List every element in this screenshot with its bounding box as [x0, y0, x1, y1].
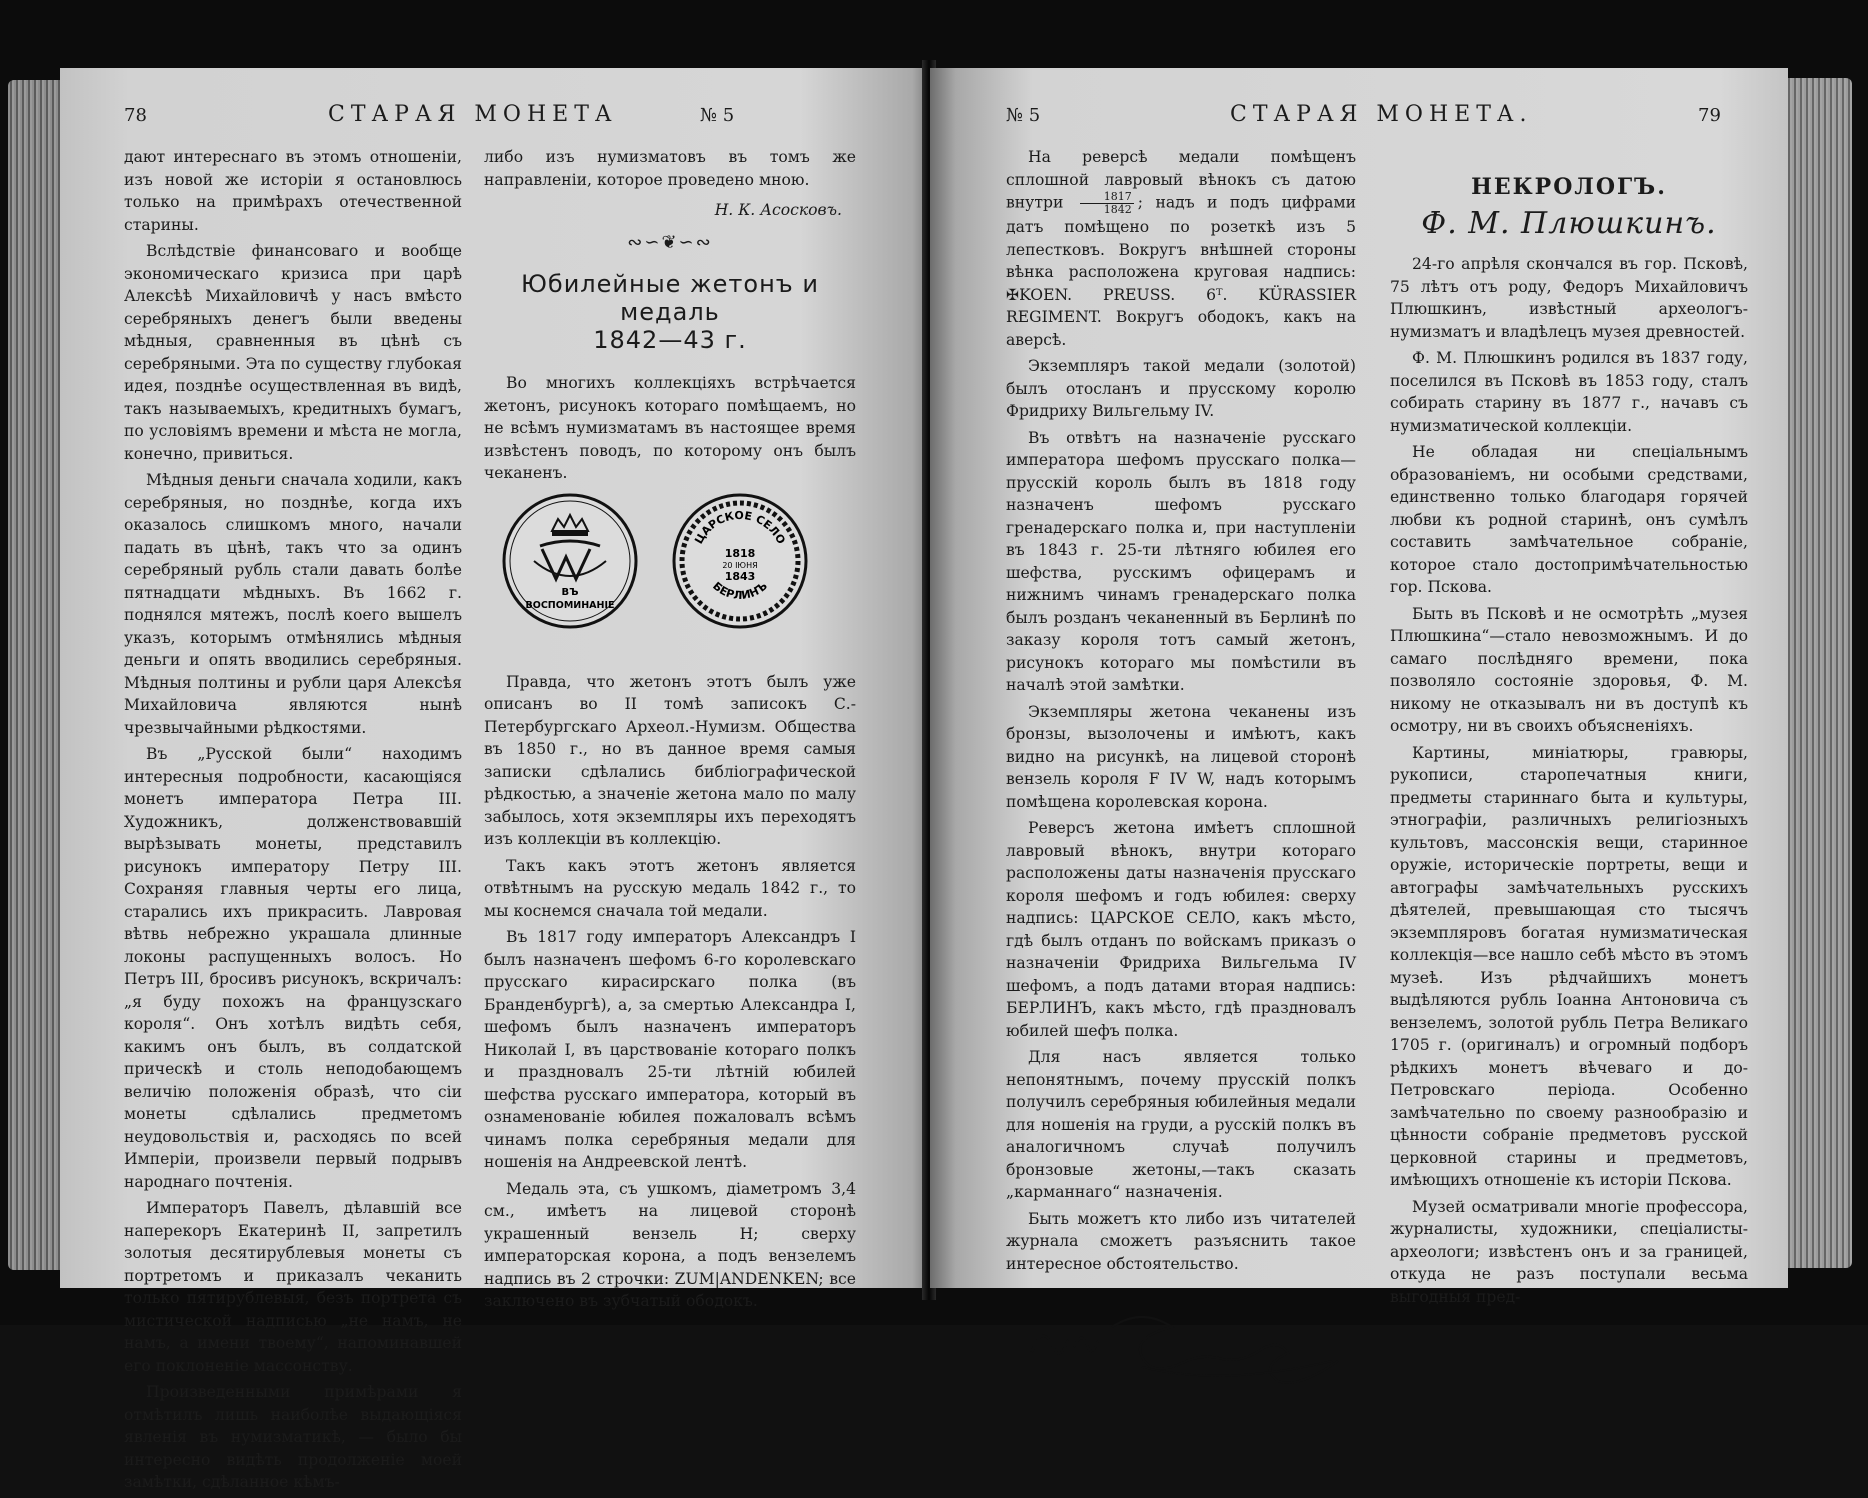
paragraph: Мѣдныя деньги сначала ходили, какъ серебряныя, но позднѣе, когда ихъ оказалось слишкомъ много, начали падать въ цѣнѣ, такъ что за одинъ серебряный рубль стали давать болѣе пятнадцати мѣдныхъ. Въ 1662 г. поднялся мятежъ, послѣ коего вышелъ указъ, которымъ отмѣнялись мѣдныя деньги и опять вводились серебряныя. Мѣдныя полтины и рубли царя Алексѣя Михайловича являются нынѣ чрезвычайными рѣдкостями. — [124, 471, 462, 737]
paragraph: дают интереснаго въ этомъ отношеніи, изъ новой же исторіи я остановлюсь только на примѣрахъ отечественной старины. — [124, 148, 462, 234]
medal-reverse-date: 20 ІЮНЯ — [722, 560, 758, 570]
medal-reverse-arc-bottom: БЕРЛИНЪ — [710, 578, 770, 602]
left-page-number: 78 — [124, 105, 147, 126]
paragraph: Быть въ Псковѣ и не осмотрѣть „музея Плюшкина“—стало невозможнымъ. И до самаго послѣдняго времени, пока позволяло состояніе здоровья, Ф. М. никому не отказывалъ ни въ доступѣ къ осмотру, ни въ своихъ объясненіяхъ. — [1390, 604, 1748, 735]
right-journal-title: СТАРАЯ МОНЕТА. — [1230, 102, 1533, 127]
paragraph: 24-го апрѣля скончался въ гор. Псковѣ, 75 лѣтъ отъ роду, Федоръ Михайловичъ Плюшкинъ, извѣстный археологъ-нумизматъ и владѣлецъ музея древностей. — [1390, 255, 1748, 341]
medal-illustration — [484, 491, 856, 659]
right-column-2 — [1390, 146, 1748, 1312]
paragraph: Медаль эта, съ ушкомъ, діаметромъ 3,4 см., имѣетъ на лицевой сторонѣ украшенный вензель Н; сверху императорская корона, а подъ вензелемъ надпись въ 2 строчки: ZUM|ANDENKEN; все заключено въ зубчатый ободокъ. — [484, 1179, 856, 1310]
paragraph: Во многихъ коллекціяхъ встрѣчается жетонъ, рисунокъ котораго помѣщаемъ, но не всѣмъ нумизматамъ въ настоящее время извѣстенъ поводъ, по которому онъ былъ чеканенъ. — [484, 374, 856, 482]
date-fraction: $\frac{1817}{1842}$ — [1080, 191, 1134, 216]
left-column-1 — [124, 146, 462, 1498]
medal-reverse-arc-top: ЦАРСКОЕ СЕЛО — [692, 508, 788, 546]
right-issue-number: № 5 — [1006, 105, 1041, 126]
right-page — [930, 68, 1788, 1306]
paragraph: Правда, что жетонъ этотъ былъ уже описанъ во II томѣ записокъ С.-Петербургскаго Археол.-Нумизм. Общества въ 1850 г., но въ данное время самыя записки сдѣлались библіографической рѣдкостью, а значеніе жетона мало по малу забылось, хотя экземпляры ихъ переходятъ изъ коллекціи въ коллекцію. — [484, 672, 856, 848]
left-page — [60, 68, 930, 1491]
medal-reverse-year1: 1818 — [724, 546, 756, 560]
paragraph: Въ отвѣтъ на назначеніе русскаго императора шефомъ прусскаго полка—прусскій король былъ въ 1818 году назначенъ шефомъ русскаго гренадерскаго полка и, при наступленіи въ 1843 г. 25-ти лѣтняго юбилея его шефства, русскимъ офицерамъ и нижнимъ чинамъ гренадерскаго полка былъ розданъ чеканенный въ Берлинѣ по заказу короля тотъ самый жетонъ, рисунокъ котораго мы помѣстили въ началѣ этой замѣтки. — [1006, 428, 1356, 694]
paragraph: Музей осматривали многіе профессора, журналисты, художники, спеціалисты-археологи; извѣстенъ онъ и за границей, откуда не разъ поступали весьма выгодныя пред- — [1390, 1197, 1748, 1306]
paragraph: Въ 1817 году императоръ Александръ I былъ назначенъ шефомъ 6-го королевскаго прусскаго кирасирскаго полка (въ Бранденбургѣ), а, за смертью Александра I, шефомъ былъ назначенъ императоръ Николай I, въ царствованіе котораго полкъ и праздновалъ 25-ти лѣтній юбилей шефства русскаго императора, который въ ознаменованіе юбилея пожаловалъ всѣмъ чинамъ полка серебряныя медали для ношенія на Андреевской лентѣ. — [484, 928, 856, 1171]
left-column-2 — [484, 146, 856, 1317]
medal-reverse-year2: 1843 — [724, 569, 756, 583]
paragraph: Быть можетъ кто либо изъ читателей журнала сможетъ разъяснить такое интересное обстоятельство. — [1006, 1209, 1356, 1273]
right-page-number: 79 — [1698, 105, 1721, 126]
paragraph: Экземпляры жетона чеканены изъ бронзы, вызолочены и имѣютъ, какъ видно на рисункѣ, на лицевой сторонѣ вензель короля F IV W, надъ которымъ помѣщена королевская корона. — [1006, 702, 1356, 811]
paragraph: либо изъ нумизматовъ въ томъ же направленіи, которое проведено мною. — [484, 148, 856, 189]
paragraph: Такъ какъ этотъ жетонъ является отвѣтнымъ на русскую медаль 1842 г., то мы коснемся сначала той медали. — [484, 856, 856, 920]
paragraph: Произведенными примѣрами я отмѣтилъ лишь наиболѣе выдающіяся явленія въ нумизматикѣ, — было бы интересно видѣть продолженіе моей замѣтки, сдѣланное кѣмъ- — [124, 1383, 462, 1491]
paragraph: Ф. М. Плюшкинъ родился въ 1837 году, поселился въ Псковѣ въ 1853 году, сталъ собирать старину въ 1877 г., начавъ съ нумизматической коллекціи. — [1390, 349, 1748, 435]
paragraph: Вслѣдствіе финансоваго и вообще экономическаго кризиса при царѣ Алексѣѣ Михайловичѣ у насъ вмѣсто серебряныхъ денегъ были введены мѣдныя, сравненныя въ цѣнѣ съ серебряными. Эта по существу глубокая идея, позднѣе осуществленная въ видѣ, такъ называемыхъ, кредитныхъ бумагъ, по условіямъ времени и мѣста не могла, конечно, привиться. — [124, 242, 462, 463]
paragraph: Картины, миніатюры, гравюры, рукописи, старопечатныя книги, предметы стариннаго быта и культуры, этнографіи, различныхъ религіозныхъ культовъ, массонскія вещи, старинное оружіе, историческіе портреты, вещи и автографы замѣчательныхъ русскихъ дѣятелей, превышающая сто тысячъ экземпляровъ богатая нумизматическая коллекція—все нашло себѣ мѣсто въ этомъ музеѣ. Изъ рѣдчайшихъ монетъ выдѣляются рубль Іоанна Антоновича съ вензелемъ, золотой рубль Петра Великаго 1705 г. (оригиналъ) и огромный подборъ рѣдкихъ монетъ вѣчеваго и до-Петровскаго періода. Особенно замѣчательно по своему разнообразію и цѣнности собраніе предметовъ русской церковной старины и предметовъ, имѣющихъ отношеніе къ исторіи Пскова. — [1390, 743, 1748, 1189]
handwritten-signature — [1022, 1297, 1356, 1387]
left-journal-title: СТАРАЯ МОНЕТА — [328, 102, 618, 127]
article-title: Юбилейные жетонъ и медаль 1842—43 г. — [521, 270, 819, 354]
paragraph: Императоръ Павелъ, дѣлавшій все наперекоръ Екатеринѣ II, запретилъ золотыя десятирублевыя монеты съ портретомъ и приказалъ чеканить только пятирублевыя, безъ портрета съ мистической надписью „не намъ, не намъ, а имени твоему“, напоминавшей его поклоненіе массонству. — [124, 1199, 462, 1375]
paragraph: Реверсъ жетона имѣетъ сплошной лавровый вѣнокъ, внутри котораго расположены даты назначенія прусскаго короля шефомъ и годъ юбилея: сверху надпись: ЦАРСКОЕ СЕЛО, какъ мѣсто, гдѣ былъ отданъ по войскамъ приказъ о назначеніи Фридриха Вильгельма IV шефомъ, а подъ датами вторая надпись: БЕРЛИНЪ, какъ мѣсто, гдѣ праздновалъ юбилей шефъ полка. — [1006, 819, 1356, 1040]
obituary-name: Ф. М. Плюшкинъ. — [1421, 205, 1717, 241]
medal-reverse-image — [670, 491, 810, 631]
paragraph: Для насъ является только непонятнымъ, почему прусскій полкъ получилъ серебряныя юбилейныя медали для ношенія на груди, а русскій полкъ въ аналогичномъ случаѣ получилъ бронзовые жетоны,—такъ сказать „карманнаго“ назначенія. — [1006, 1048, 1356, 1201]
right-page-edges — [1780, 78, 1852, 1268]
paragraph: Въ „Русской были“ находимъ интересныя подробности, касающіяся монетъ императора Петра III. Художникъ, долженствовавшій вырѣзывать монеты, представилъ рисунокъ императору Петру III. Сохраняя главныя черты его лица, старались ихъ прикрасить. Лавровая вѣтвь небрежно украшала длинные локоны распущенныхъ волосъ. Но Петръ III, бросивъ рисунокъ, вскричалъ: „я буду похожъ на французскаго короля“. Онъ хотѣлъ видѣть себя, какимъ онъ былъ, въ солдатской прическѣ и столь неподобающемъ величію положенія образѣ, что сіи монеты сдѣлались предметомъ неудовольствія и, расходясь по всей Имперіи, произвели первый подрывъ народнаго почтенія. — [124, 745, 462, 1191]
signature-image — [1022, 1297, 1362, 1387]
paragraph: На реверсѣ медали помѣщенъ сплошной лавровый вѣнокъ съ датою внутри $\frac{1817}{1842}$ ; надъ и подъ цифрами датъ помѣщено по розеткѣ изъ 5 лепестковъ. Вокругъ внѣшней стороны вѣнка расположена круговая надпись: ✠KOEN. PREUSS. 6ᵀ. KÜRASSIER REGIMENT. Вокругъ ободокъ, какъ на аверсѣ. — [1006, 148, 1357, 349]
paragraph: Экземпляръ такой медали (золотой) былъ отосланъ и прусскому королю Фридриху Вильгельму IV. — [1006, 357, 1356, 420]
medal-obverse-line2: ВОСПОМИНАНІЕ — [525, 599, 615, 611]
author-signature: Н. К. Асосковъ. — [714, 201, 842, 219]
left-issue-number: № 5 — [700, 105, 735, 126]
obituary-heading: НЕКРОЛОГЪ. — [1471, 174, 1667, 200]
medal-obverse-image — [500, 491, 640, 631]
paragraph: Не обладая ни спеціальнымъ образованіемъ, ни особыми средствами, единственно только благодаря горячей любви къ родной старинѣ, онъ сумѣлъ составить замѣчательное собраніе, которое стало достопримѣчательностью гор. Пскова. — [1390, 443, 1748, 596]
divider-ornament: ∾∽❦∽∾ — [627, 231, 713, 253]
medal-obverse-line1: ВЪ — [561, 586, 579, 598]
right-column-1 — [1006, 146, 1356, 1387]
